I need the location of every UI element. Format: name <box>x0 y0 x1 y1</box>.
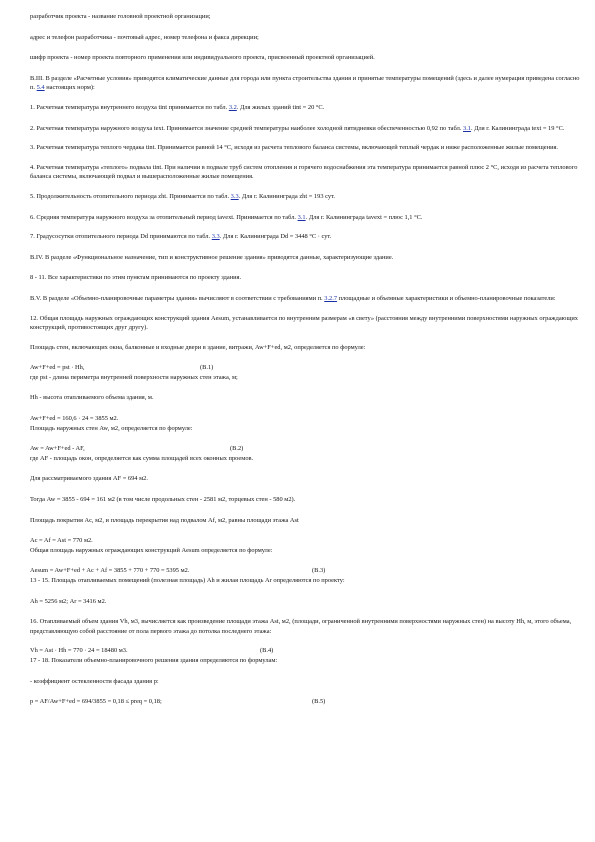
paragraph-wall-area-intro: Площадь стен, включающих окна, балконные и входные двери в здание, витражи, Aw+F+ed, м2, определяется по формуле: <box>30 343 366 351</box>
formula-expression: Ac = Af = Ast = 770 м2. <box>30 537 93 545</box>
link-clause-3-2-7[interactable]: 3.2.7 <box>324 294 338 302</box>
paragraph-developer-address: адрес и телефон разработчика - почтовый адрес, номер телефона и факса дирекции; <box>30 33 259 41</box>
paragraph-item-1: 1. Расчетная температура внутреннего воздуха tint принимается по табл. 3.2. Для жилых зданий tint = 20 °С. <box>30 103 325 111</box>
paragraph-where-af: где AF - площадь окон, определяется как сумма площадей всех оконных проемов. <box>30 454 254 462</box>
paragraph-section-b3: В.III. В разделе «Расчетные условия» приводятся климатические данные для города или пункта строительства здания и принятые температуры помещений (здесь и далее нумерация приведена согласно п. 5.4 настоящих норм): <box>30 74 580 92</box>
formula-expression: p = AF/Aw+F+ed = 694/3855 = 0,18 ≤ preq = 0,18; <box>30 698 162 706</box>
formula-b5 <box>30 697 581 707</box>
paragraph-item-12: 12. Общая площадь наружных ограждающих конструкций здания Aesum, устанавливается по внутренним размерам «в свету» (расстояния между внутренними поверхностями наружных ограждающих конструкций, противостоящих друг другу). <box>30 314 578 332</box>
paragraph-outer-wall-area: Площадь наружных стен Aw, м2, определяется по формуле: <box>30 424 193 432</box>
paragraph-items-17-18: 17 - 18. Показатели объемно-планировочного решения здания определяются по формулам: <box>30 656 278 664</box>
link-table-3-2[interactable]: 3.2 <box>228 103 237 111</box>
formula-number: (В.5) <box>312 698 326 706</box>
formula-b4 <box>30 646 581 656</box>
paragraph-hh: Hh - высота отапливаемого объема здания, м. <box>30 394 154 402</box>
formula-b3 <box>30 566 581 576</box>
paragraph-af-value: Для рассматриваемого здания AF = 694 м2. <box>30 475 148 483</box>
formula-expression: Vh = Ast · Hh = 770 · 24 = 18480 м3. <box>30 647 128 655</box>
formula-number: (В.4) <box>260 647 274 655</box>
formula-expression: Aw+F+ed = 160,6 · 24 = 3855 м2. <box>30 415 119 423</box>
paragraph-where-pst: где pst - длина периметра внутренней поверхности наружных стен этажа, м; <box>30 373 238 381</box>
formula-expression: Aw+F+ed = pst · Hh, <box>30 364 85 372</box>
formula-number: (В.3) <box>312 567 326 575</box>
formula-b2-value <box>30 536 581 546</box>
link-clause-5-4[interactable]: 5.4 <box>36 84 45 92</box>
formula-expression: Aw = Aw+F+ed - AF, <box>30 445 85 453</box>
paragraph-item-2: 2. Расчетная температура наружного воздуха text. Принимается значение средней температуры наиболее холодной пятидневки обеспеченностью 0,92 по табл. 3.1. Для г. Калининграда text = 19 °С. <box>30 124 565 132</box>
link-table-3-3[interactable]: 3.3 <box>230 192 239 200</box>
formula-b1 <box>30 363 581 373</box>
paragraph-project-code: шифр проекта - номер проекта повторного применения или индивидуального проекта, присвоенный проектной организацией. <box>30 54 375 62</box>
paragraph-section-b5: В.V. В разделе «Объемно-планировочные параметры здания» вычисляют в соответствии с требованиями п. 3.2.7 площадные и объемные характеристики и объемно-планировочные показатели: <box>30 294 556 302</box>
formula-expression: Aesum = Aw+F+ed + Ac + Af = 3855 + 770 + 770 = 5395 м2. <box>30 567 190 575</box>
paragraph-total-area-intro: Общая площадь наружных ограждающих конструкций Aesum определяется по формуле: <box>30 546 273 554</box>
formula-b1-value <box>30 414 581 424</box>
paragraph-section-b4: В.IV. В разделе «Функциональное назначение, тип и конструктивное решение здания» приводятся данные, характеризующие здание. <box>30 253 394 261</box>
formula-b2 <box>30 444 581 454</box>
paragraph-item-6: 6. Средняя температура наружного воздуха за отопительный период tavext. Принимается по табл. 3.1. Для г. Калининграда tavext = плюс 1,1 °С. <box>30 213 423 221</box>
formula-number: (В.2) <box>230 445 244 453</box>
paragraph-ah-ar-values: Ah = 5256 м2; Ar = 3416 м2. <box>30 597 107 605</box>
link-table-3-3-b[interactable]: 3.3 <box>211 233 220 241</box>
paragraph-item-3: 3. Расчетная температура теплого чердака tint. Принимается равной 14 °С, исходя из расчета теплового баланса системы, включающей теплый чердак и ниже расположенные жилые помещения. <box>30 144 559 152</box>
paragraph-developer: разработчик проекта - название головной проектной организации; <box>30 13 211 20</box>
paragraph-items-13-15: 13 - 15. Площадь отапливаемых помещений (полезная площадь) Ah и жилая площадь Ar определяются по проекту: <box>30 577 345 584</box>
paragraph-item-4: 4. Расчетная температура «теплого» подвала tint. При наличии в подвале труб систем отопления и горячего водоснабжения эта температура принимается равной плюс 2 °С, исходя из расчета теплового баланса системы, включающей подвал и вышерасположенные жилые помещения. <box>30 163 578 181</box>
link-table-3-1-b[interactable]: 3.1 <box>297 213 306 221</box>
formula-number: (В.1) <box>200 364 214 372</box>
paragraph-item-5: 5. Продолжительность отопительного периода zht. Принимается по табл. 3.3. Для г. Калининграда zht = 193 сут. <box>30 192 335 200</box>
paragraph-item-16: 16. Отапливаемый объем здания Vh, м3, вычисляется как произведение площади этажа Ast, м2, (площади, ограниченной внутренними поверхностями наружных стен) на высоту Hh, м, этого объема, представляющую собой расстояние от пола первого этажа до потолка последнего этажа: <box>30 618 572 635</box>
paragraph-roof-area: Площадь покрытия Ac, м2, и площадь перекрытия над подвалом Af, м2, равны площади этажа Ast <box>30 516 299 524</box>
paragraph-items-8-11: 8 - 11. Все характеристики по этим пунктам принимаются по проекту здания. <box>30 274 242 282</box>
paragraph-glazing-coefficient: - коэффициент остекленности фасада здания p: <box>30 677 159 685</box>
link-table-3-1[interactable]: 3.1 <box>463 124 471 132</box>
paragraph-aw-value: Тогда Aw = 3855 - 694 = 161 м2 (в том числе продольных стен - 2581 м2, торцевых стен - 580 м2). <box>30 496 296 504</box>
paragraph-item-7: 7. Градусосутки отопительного периода Dd принимаются по табл. 3.3. Для г. Калининграда Dd = 3448 °С · сут. <box>30 233 332 241</box>
